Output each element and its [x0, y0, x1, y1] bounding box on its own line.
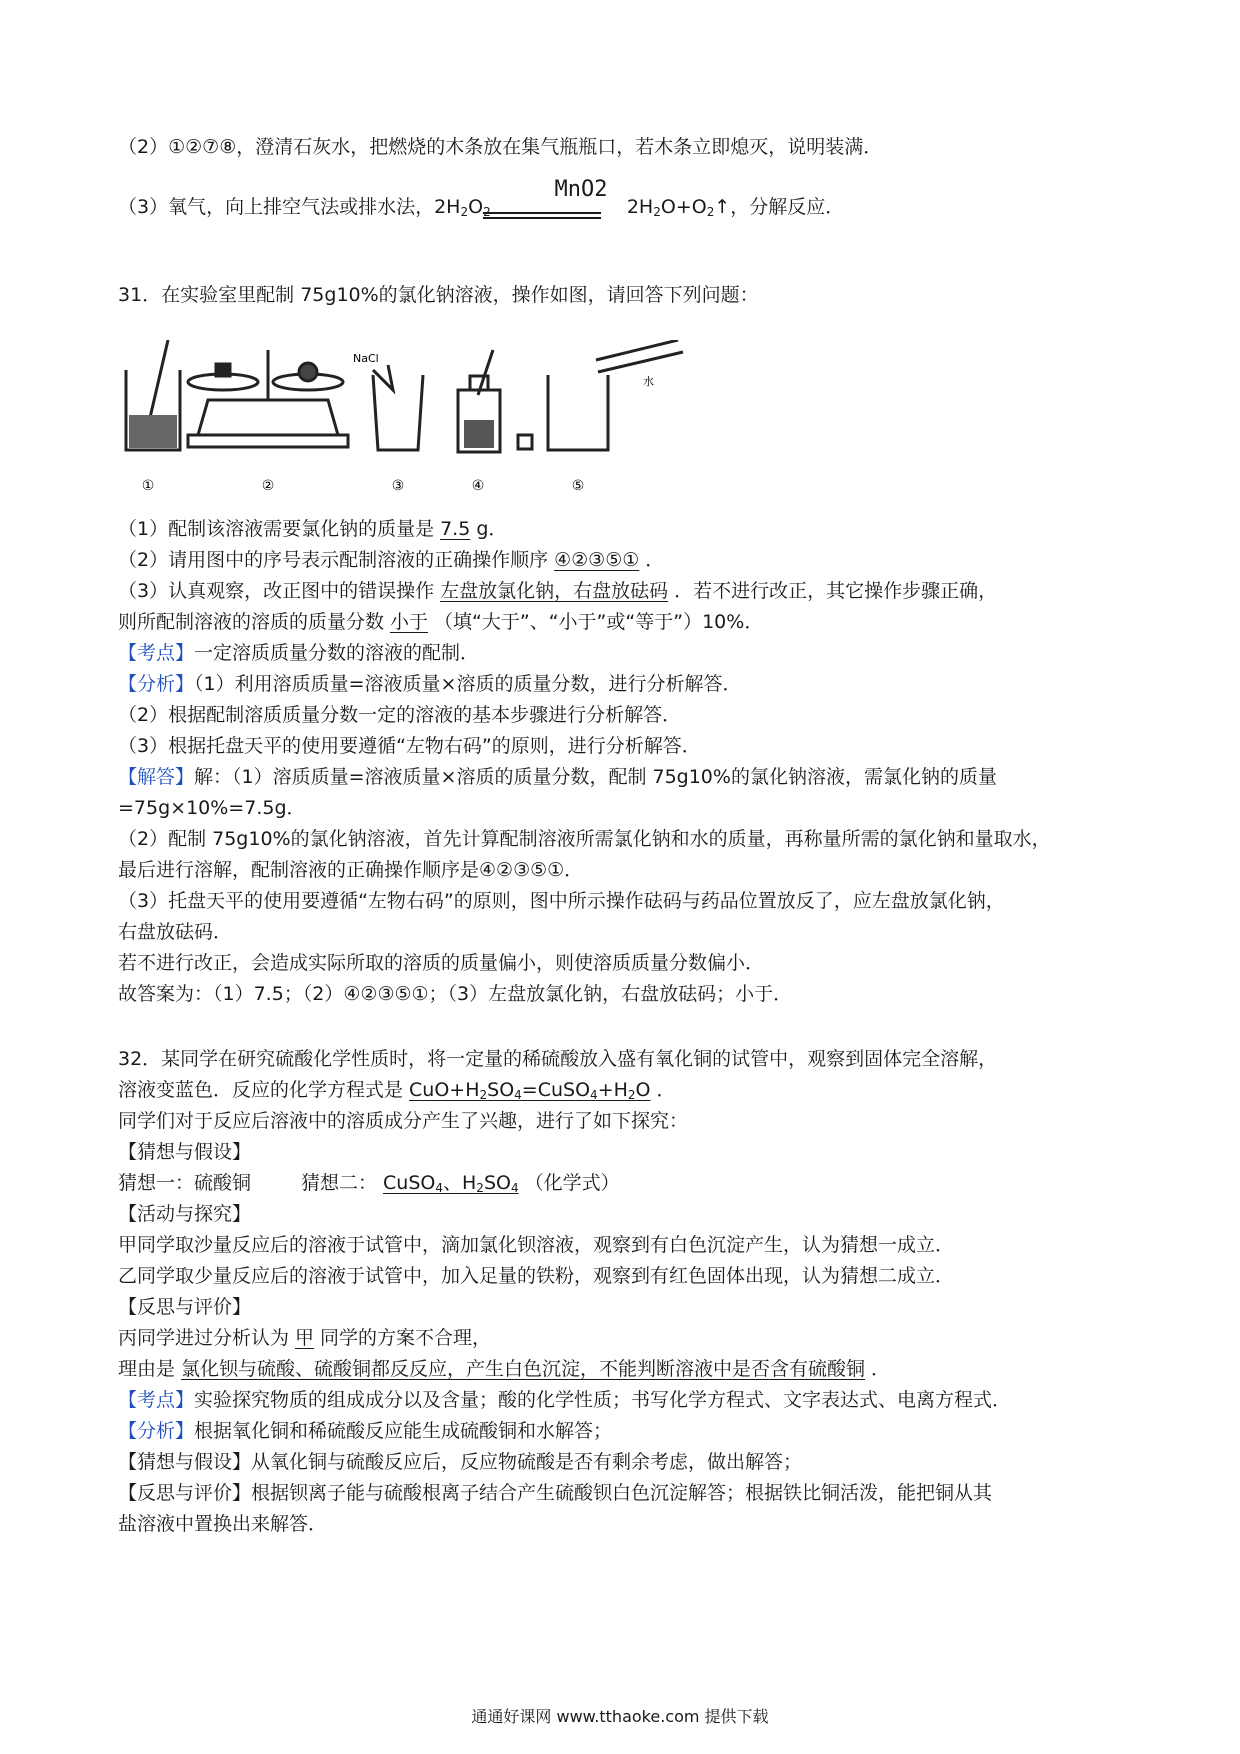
q32-guess-analysis: 【猜想与假设】从氧化铜与硫酸反应后，反应物硫酸是否有剩余考虑，做出解答；: [118, 1451, 803, 1473]
figure-label-1: ①: [141, 478, 155, 494]
q31-experiment-figure: [118, 340, 758, 500]
q32-guesses: 猜想一：硫酸铜 猜想二： CuSO$_4$、$H_2SO_4$ （化学式）: [118, 1172, 620, 1195]
q31-answer-3: 左盘放氯化钠，右盘放砝码: [440, 580, 669, 602]
figure-label-5: ⑤: [571, 478, 585, 494]
q31-jieda-4: 若不进行改正，会造成实际所取的溶质的质量偏小，则使溶质质量分数偏小．: [118, 952, 765, 974]
q31-jieda-1: 【解答】解：（1）溶质质量=溶液质量×溶质的质量分数，配制 75g10%的氯化钠溶液，需氯化钠的质量: [118, 766, 997, 788]
q32-reflect-analysis: 【反思与评价】根据钡离子能与硫酸根离子结合产生硫酸钡白色沉淀解答；根据铁比铜活泼，能把铜从其: [118, 1482, 993, 1504]
q32-heading-activity: 【活动与探究】: [118, 1203, 252, 1225]
figure-label-2: ②: [261, 478, 275, 494]
q31-answer-3b: 小于: [390, 611, 429, 633]
q32-reflect-answer-1: 甲: [295, 1327, 315, 1349]
beaker-stirring-icon: [126, 340, 180, 450]
q31-fenxi-3: （3）根据托盘天平的使用要遵循“左物右码”的原则，进行分析解答．: [118, 735, 701, 757]
q32-reflect-2: 理由是 氯化钡与硫酸、硫酸铜都反反应，产生白色沉淀，不能判断溶液中是否含有硫酸铜 ．: [118, 1358, 891, 1380]
q32-stem-1: 32．某同学在研究硫酸化学性质时，将一定量的稀硫酸放入盛有氧化铜的试管中，观察到固体完全溶解，: [118, 1048, 998, 1070]
q32-reflect-analysis-2: 盐溶液中置换出来解答．: [118, 1513, 328, 1535]
reagent-bottle-icon: [458, 350, 532, 452]
q32-heading-reflect: 【反思与评价】: [118, 1296, 252, 1318]
q32-equation-answer: $CuO+H_2SO_4=CuSO_4+H_2O$: [409, 1079, 651, 1102]
page-footer: 通通好课网 www.tthaoke.com 提供下载: [471, 1707, 769, 1726]
q31-jieda-2b: 最后进行溶解，配制溶液的正确操作顺序是④②③⑤①．: [118, 859, 584, 881]
prev-answer-line-3: （3）氧气，向上排空气法或排水法，$2H_2O_2$ $2H_2O+O_2↑$，分解反应．: [118, 196, 845, 219]
q32-fenxi: 【分析】根据氧化铜和稀硫酸反应能生成硫酸铜和水解答；: [118, 1420, 613, 1442]
q31-jieda-2: （2）配制 75g10%的氯化钠溶液，首先计算配制溶液所需氯化钠和水的质量，再称量所需的氯化钠和量取水，: [118, 828, 1051, 850]
q32-guess2-answer: CuSO$_4$、$H_2SO_4$: [383, 1172, 519, 1195]
q31-part-3: （3）认真观察，改正图中的错误操作 左盘放氯化钠，右盘放砝码 ．若不进行改正，其它操作步骤正确，: [118, 580, 998, 602]
balance-icon: [188, 350, 348, 447]
figure-label-nacl: NaCl: [353, 352, 379, 365]
q31-answer-1: 7.5: [440, 518, 471, 540]
q31-jieda-1b: =75g×10%=7.5g．: [118, 797, 306, 819]
q32-stem-2: 溶液变蓝色．反应的化学方程式是 $CuO+H_2SO_4=CuSO_4+H_2O$ ．: [118, 1079, 676, 1102]
prev-answer-line-2: （2）①②⑦⑧，澄清石灰水，把燃烧的木条放在集气瓶瓶口，若木条立即熄灭，说明装满．: [118, 136, 883, 158]
q32-activity-2: 乙同学取少量反应后的溶液于试管中，加入足量的铁粉，观察到有红色固体出现，认为猜想二成立．: [118, 1265, 955, 1287]
figure-label-water: 水: [643, 375, 654, 388]
beaker-empty-icon: [373, 365, 423, 450]
figure-label-4: ④: [471, 478, 485, 494]
catalyst-label: MnO2: [554, 177, 608, 202]
q31-stem: 31．在实验室里配制 75g10%的氯化钠溶液，操作如图，请回答下列问题：: [118, 284, 759, 306]
q31-part-3b: 则所配制溶液的溶质的质量分数 小于 （填“大于”、“小于”或“等于”）10%．: [118, 611, 764, 633]
q31-fenxi-2: （2）根据配制溶质质量分数一定的溶液的基本步骤进行分析解答．: [118, 704, 682, 726]
q31-fenxi-1: 【分析】（1）利用溶质质量=溶液质量×溶质的质量分数，进行分析解答．: [118, 673, 742, 695]
q31-answer-summary: 故答案为：（1）7.5；（2）④②③⑤①；（3）左盘放氯化钠，右盘放砝码；小于．: [118, 983, 793, 1005]
figure-label-3: ③: [391, 478, 405, 494]
q31-answer-2: ④②③⑤①: [554, 549, 640, 571]
q31-jieda-3: （3）托盘天平的使用要遵循“左物右码”的原则，图中所示操作砝码与药品位置放反了，应左盘放氯化钠，: [118, 890, 1005, 912]
q32-reflect-answer-2: 氯化钡与硫酸、硫酸铜都反反应，产生白色沉淀，不能判断溶液中是否含有硫酸铜: [181, 1358, 866, 1380]
q32-activity-1: 甲同学取沙量反应后的溶液于试管中，滴加氯化钡溶液，观察到有白色沉淀产生，认为猜想一成立．: [118, 1234, 955, 1256]
q32-stem-3: 同学们对于反应后溶液中的溶质成分产生了兴趣，进行了如下探究：: [118, 1110, 689, 1132]
q31-part-1: （1）配制该溶液需要氯化钠的质量是 7.5 g．: [118, 518, 508, 540]
q32-reflect-1: 丙同学进过分析认为 甲 同学的方案不合理，: [118, 1327, 492, 1349]
q32-kaodian: 【考点】实验探究物质的组成成分以及含量；酸的化学性质；书写化学方程式、文字表达式、电离方程式．: [118, 1389, 1012, 1411]
q31-part-2: （2）请用图中的序号表示配制溶液的正确操作顺序 ④②③⑤① ．: [118, 549, 665, 571]
q31-kaodian: 【考点】一定溶质质量分数的溶液的配制．: [118, 642, 480, 664]
pouring-water-icon: [548, 340, 683, 450]
q32-heading-guess: 【猜想与假设】: [118, 1141, 252, 1163]
q31-jieda-3b: 右盘放砝码．: [118, 921, 233, 943]
